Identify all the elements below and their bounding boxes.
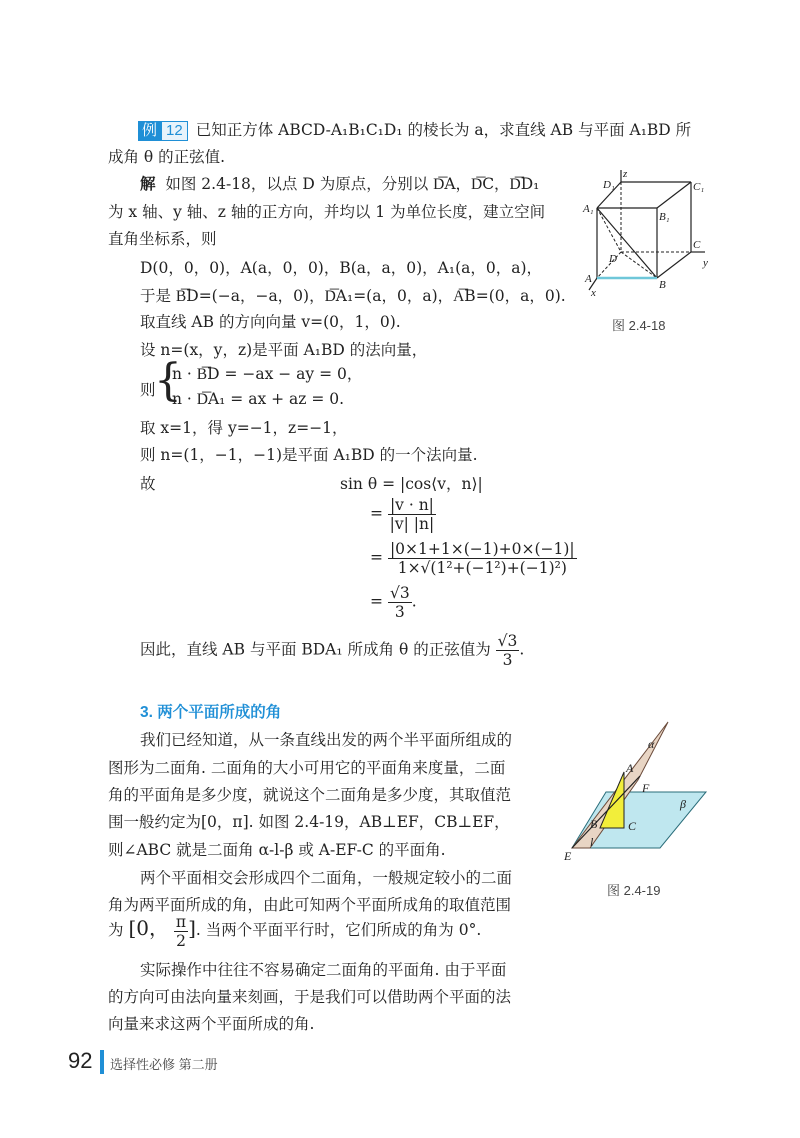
example-line-1 xyxy=(138,120,691,141)
solution-line-2: 为 x 轴、y 轴、z 轴的正方向，并均以 1 为单位长度，建立空间 xyxy=(108,203,546,221)
equation-2-num: |v · n| xyxy=(389,496,434,514)
edge-a1b xyxy=(597,208,657,278)
conclusion xyxy=(140,632,524,669)
p2l3-prefix: 为 xyxy=(108,921,124,939)
equation-3 xyxy=(370,540,577,577)
label-a: A xyxy=(585,273,592,285)
label-z: z xyxy=(623,168,628,180)
p2l3-frac xyxy=(174,913,188,950)
edge-a1d xyxy=(597,208,621,252)
equation-3-eq: = xyxy=(370,548,383,567)
label-d: D xyxy=(609,253,617,265)
section-3-heading: 3. 两个平面所成的角 xyxy=(140,704,282,721)
section-3-p3-l1: 实际操作中往往不容易确定二面角的平面角. 由于平面 xyxy=(140,961,507,979)
solution-line-1 xyxy=(140,174,539,194)
p2l3-den: 2 xyxy=(176,931,186,950)
conclusion-num: √3 xyxy=(497,632,518,650)
section-3-p2-l3 xyxy=(108,912,481,950)
section-3-p2-l1: 两个平面相交会形成四个二面角，一般规定较小的二面 xyxy=(140,869,513,887)
p2l3-num: π xyxy=(175,912,187,931)
label-c1: C₁ xyxy=(693,181,705,193)
edge-b1c1 xyxy=(657,182,691,208)
example-tag: 例 xyxy=(138,121,161,141)
p2l3-left: [0， xyxy=(128,916,169,940)
conclusion-text: 因此，直线 AB 与平面 BDA₁ 所成角 θ 的正弦值为 xyxy=(140,640,491,659)
label-d1: D₁ xyxy=(603,179,615,191)
solution-line-5: 于是 B͞D=(−a，−a，0)，D͞A₁=(a，0，a)，A͞B=(0，a，0). xyxy=(140,287,566,305)
figure-2-caption: 图 2.4-19 xyxy=(607,883,661,898)
p2l3-right: ] xyxy=(188,916,196,940)
solution-line-6: 取直线 AB 的方向向量 v=(0，1，0). xyxy=(140,313,401,331)
conclusion-frac xyxy=(496,632,520,669)
label-b1: B₁ xyxy=(659,211,670,223)
equation-1: sin θ = |cos⟨v，n⟩| xyxy=(340,475,483,493)
solution-label: 解 xyxy=(140,174,156,193)
system-eq-2: n · D͞A₁ = ax + az = 0. xyxy=(172,390,345,408)
equation-4 xyxy=(370,584,417,621)
solution-line-3: 直角坐标系，则 xyxy=(108,230,217,248)
system-prefix: 则 xyxy=(140,381,156,399)
equation-3-num: |0×1+1×(−1)+0×(−1)| xyxy=(389,540,575,558)
conclusion-end: . xyxy=(519,640,525,659)
equation-4-num: √3 xyxy=(389,584,410,602)
equation-2-den: |v| |n| xyxy=(389,515,435,533)
equation-2-eq: = xyxy=(370,504,383,523)
equation-3-frac xyxy=(388,540,577,577)
section-3-p1-l3: 角的平面角是多少度，就说这个二面角是多少度，其取值范 xyxy=(108,786,512,804)
solution-text-1: 如图 2.4-18，以点 D 为原点，分别以 D͞A，D͞C，D͞D₁ xyxy=(165,175,540,193)
footer-accent-bar xyxy=(100,1050,104,1074)
figure-1-caption: 图 2.4-18 xyxy=(612,318,666,333)
book-title: 选择性必修 第二册 xyxy=(110,1057,218,1072)
section-3-p1-l2: 图形为二面角. 二面角的大小可用它的平面角来度量，二面 xyxy=(108,759,506,777)
equation-2 xyxy=(370,496,436,533)
conclusion-den: 3 xyxy=(502,651,513,669)
p2l3-suffix: . 当两个平面平行时，它们所成的角为 0°. xyxy=(195,921,482,939)
label-x: x xyxy=(591,287,596,299)
label-b: B xyxy=(590,817,598,831)
section-3-p1-l4: 围一般约定为[0，π]. 如图 2.4-19，AB⊥EF，CB⊥EF， xyxy=(108,813,510,831)
section-3-p1-l1: 我们已经知道，从一条直线出发的两个半平面所组成的 xyxy=(140,731,513,749)
equation-4-frac xyxy=(388,584,412,621)
label-y: y xyxy=(703,257,708,269)
label-a1: A₁ xyxy=(583,203,594,215)
solution-line-10: 则 n=(1，−1，−1)是平面 A₁BD 的一个法向量. xyxy=(140,446,478,464)
system-eq-1: n · B͞D = −ax − ay = 0， xyxy=(172,365,363,383)
equation-4-den: 3 xyxy=(394,603,405,621)
page-number: 92 xyxy=(68,1048,93,1073)
equation-3-den: 1×√(1²+(−1²)+(−1)²) xyxy=(397,559,567,577)
section-3-p3-l2: 的方向可由法向量来刻画，于是我们可以借助两个平面的法 xyxy=(108,988,512,1006)
edge-db xyxy=(621,252,657,278)
label-alpha: α xyxy=(648,737,655,751)
label-c: C xyxy=(628,819,637,833)
equation-4-end: . xyxy=(411,592,417,611)
system-brace: { xyxy=(154,355,182,406)
therefore-label: 故 xyxy=(140,475,156,493)
solution-line-7: 设 n=(x，y，z)是平面 A₁BD 的法向量， xyxy=(140,341,428,359)
section-3-p1-l5: 则∠ABC 就是二面角 α-l-β 或 A-EF-C 的平面角. xyxy=(108,841,446,859)
cube-figure xyxy=(575,168,715,303)
equation-2-frac xyxy=(388,496,436,533)
label-beta: β xyxy=(680,797,686,811)
label-e: E xyxy=(564,849,572,863)
solution-line-4: D(0，0，0)，A(a，0，0)，B(a，a，0)，A₁(a，0，a)， xyxy=(140,259,543,277)
equation-4-eq: = xyxy=(370,592,383,611)
section-3-p2-l2: 角为两平面所成的角，由此可知两个平面所成角的取值范围 xyxy=(108,896,512,914)
label-l: l xyxy=(590,835,594,849)
dihedral-figure xyxy=(560,720,720,868)
solution-line-9: 取 x=1，得 y=−1，z=−1， xyxy=(140,419,348,437)
example-number: 12 xyxy=(161,121,188,141)
label-b: B xyxy=(659,279,666,291)
label-f: F xyxy=(642,781,650,795)
example-line-2: 成角 θ 的正弦值. xyxy=(108,148,226,166)
label-a: A xyxy=(626,761,634,775)
section-3-p3-l3: 向量来求这两个平面所成的角. xyxy=(108,1015,315,1033)
edge-bc xyxy=(657,252,691,278)
label-c: C xyxy=(693,239,701,251)
example-text-1: 已知正方体 ABCD-A₁B₁C₁D₁ 的棱长为 a，求直线 AB 与平面 A₁BD 所 xyxy=(195,121,692,139)
